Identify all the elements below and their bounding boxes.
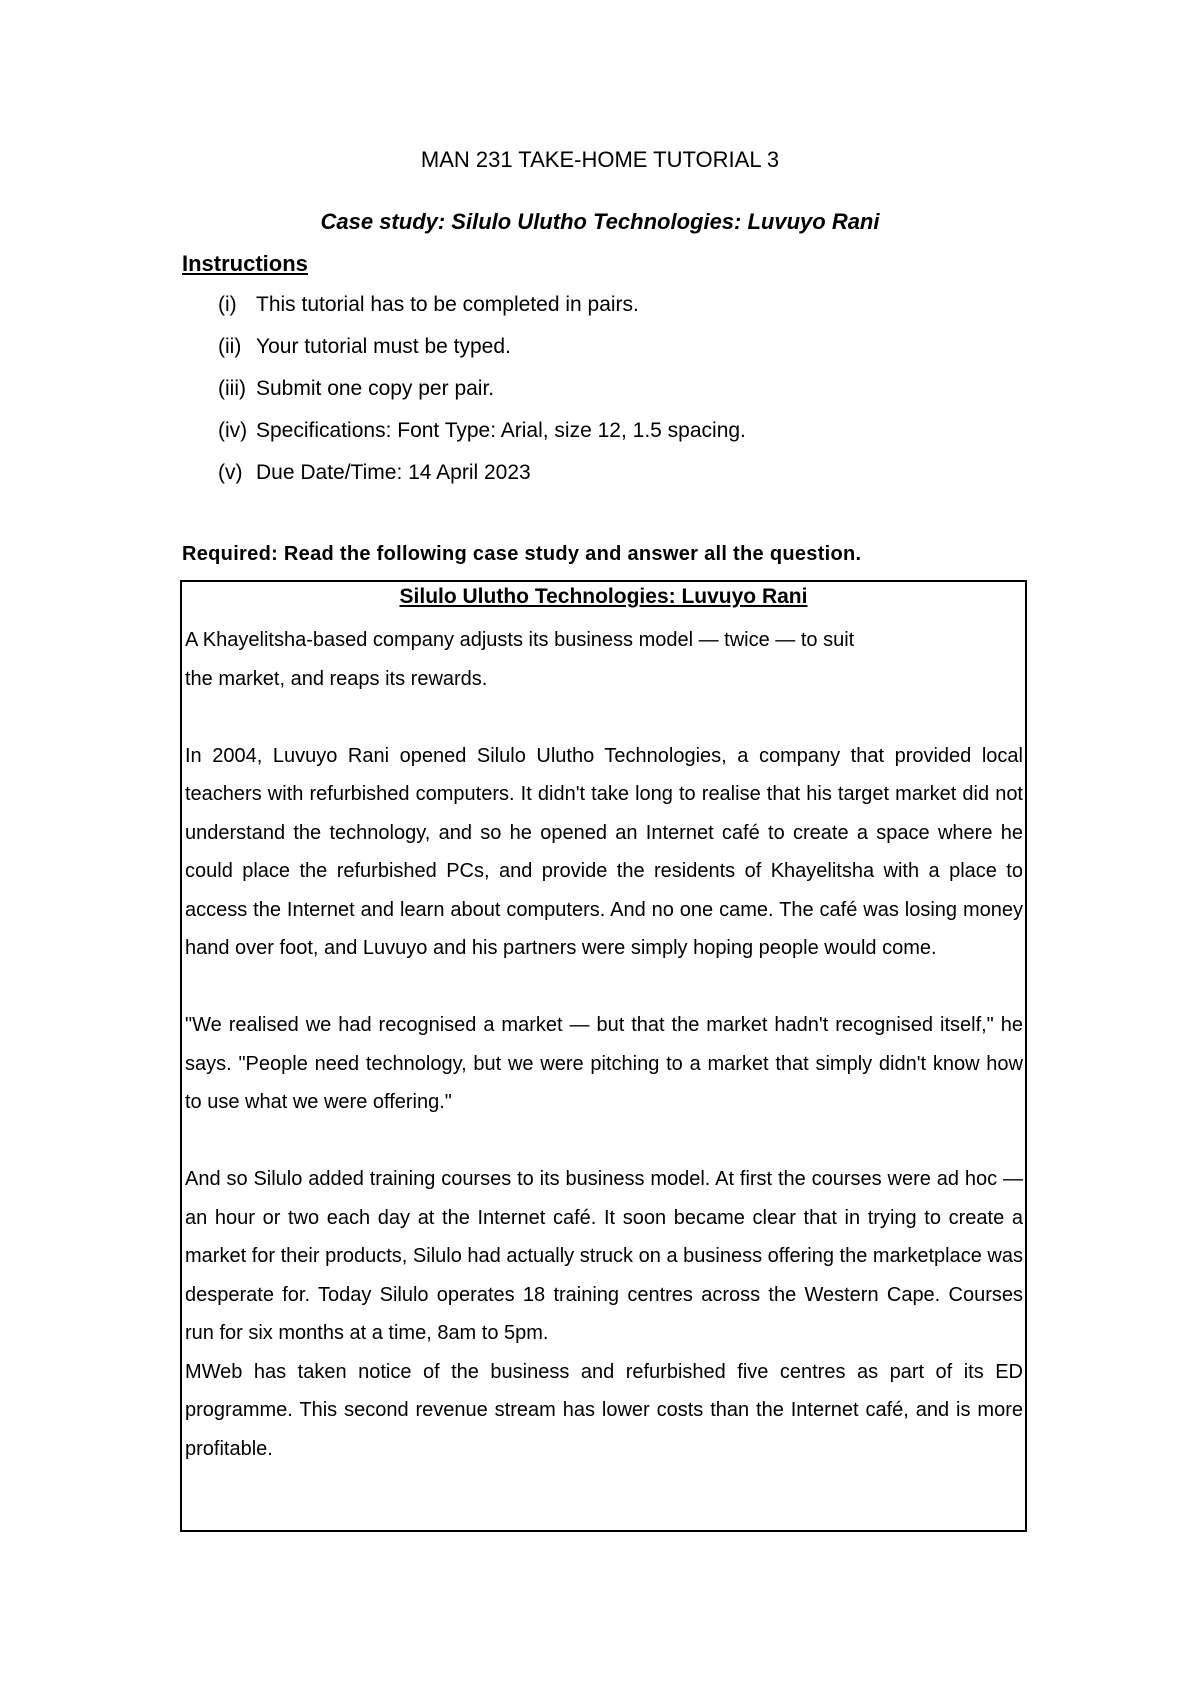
instruction-number: (i) bbox=[218, 293, 237, 316]
instruction-item bbox=[218, 335, 746, 377]
case-paragraph: MWeb has taken notice of the business and refurbished five centres as part of its ED programme. This second revenue stream has lower costs than the Internet café, and is more profitable. bbox=[185, 1360, 1023, 1460]
instruction-item bbox=[218, 419, 746, 461]
required-statement: Required: Read the following case study and answer all the question. bbox=[182, 543, 862, 565]
instruction-text: Submit one copy per pair. bbox=[256, 377, 495, 400]
instruction-number: (v) bbox=[218, 461, 243, 484]
case-paragraph: A Khayelitsha-based company adjusts its business model — twice — to suit the market, and reaps its rewards. bbox=[185, 629, 855, 690]
instruction-number: (iv) bbox=[218, 419, 248, 442]
case-study-body bbox=[185, 621, 1023, 1468]
instruction-text: Specifications: Font Type: Arial, size 12, 1.5 spacing. bbox=[256, 419, 746, 442]
page-title: MAN 231 TAKE-HOME TUTORIAL 3 bbox=[420, 147, 780, 172]
instructions-heading: Instructions bbox=[182, 251, 308, 276]
paragraph-spacer bbox=[185, 1122, 1023, 1161]
instruction-item bbox=[218, 293, 746, 335]
case-study-box-title: Silulo Ulutho Technologies: Luvuyo Rani bbox=[399, 585, 808, 608]
instruction-number: (iii) bbox=[218, 377, 246, 400]
instruction-item bbox=[218, 461, 746, 503]
instruction-number: (ii) bbox=[218, 335, 242, 358]
case-study-box bbox=[180, 580, 1027, 1532]
instruction-item bbox=[218, 377, 746, 419]
paragraph-spacer bbox=[185, 698, 1023, 737]
case-paragraph: In 2004, Luvuyo Rani opened Silulo Ulutho Technologies, a company that provided local teachers with refurbished computers. It didn't take long to realise that his target market did not understand the technology, and so he opened an Internet café to create a space where he could place the refurbished PCs, and provide the residents of Khayelitsha with a place to access the Internet and learn about computers. And no one came. The café was losing money hand over foot, and Luvuyo and his partners were simply hoping people would come. bbox=[185, 744, 1023, 959]
instruction-text: This tutorial has to be completed in pairs. bbox=[256, 293, 639, 316]
instruction-text: Your tutorial must be typed. bbox=[256, 335, 511, 358]
paragraph-spacer bbox=[185, 968, 1023, 1007]
case-study-subtitle: Case study: Silulo Ulutho Technologies: Luvuyo Rani bbox=[320, 209, 880, 234]
case-paragraph: And so Silulo added training courses to its business model. At first the courses were ad hoc — an hour or two each day at the Internet café. It soon became clear that in trying to create a market for their products, Silulo had actually struck on a business offering the marketplace was desperate for. Today Silulo operates 18 training centres across the Western Cape. Courses run for six months at a time, 8am to 5pm. bbox=[185, 1168, 1023, 1344]
case-paragraph: "We realised we had recognised a market — but that the market hadn't recognised itself," he says. "People need technology, but we were pitching to a market that simply didn't know how to use what we were offering." bbox=[185, 1014, 1023, 1113]
instructions-list bbox=[218, 293, 746, 503]
instruction-text: Due Date/Time: 14 April 2023 bbox=[256, 461, 531, 484]
